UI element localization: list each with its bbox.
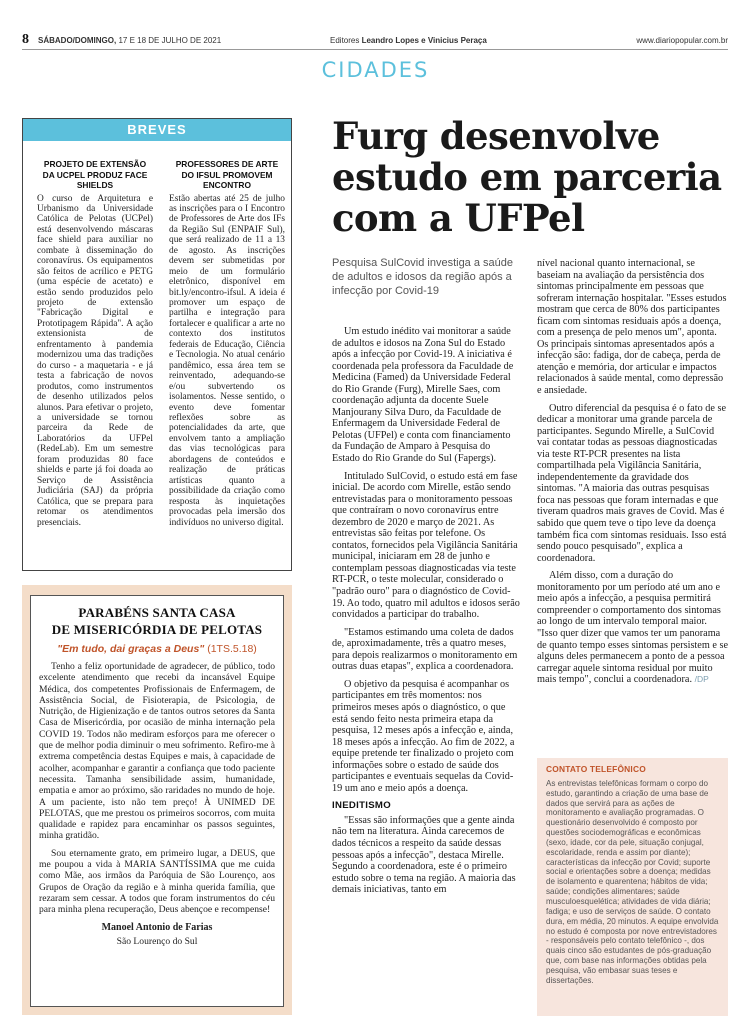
article-headline: Furg desenvolve estudo em parceria com a UFPel — [332, 114, 722, 240]
thanks-ad-frame — [30, 595, 284, 1007]
breves-label: BREVES — [23, 119, 291, 141]
thanks-ad — [22, 585, 292, 1015]
article-paragraph: Um estudo inédito vai monitorar a saúde de adultos e idosos na Zona Sul do Estado após a infecção por Covid-19. A iniciativa é coordenada pela professora da Faculdade de Medicina (Famed) da Universidade Federal do Rio Grande (Furg), Mirelle Saes, com coordenação adjunta da docente Suele Manjourany Silva Duro, da Faculdade de Enfermagem da Universidade Federal de Pelotas (UFPel) e conta com financiamento da Fundação de Amparo à Pesquisa do Estado do Rio Grande do Sul (Fapergs). — [332, 326, 514, 465]
editors-line — [330, 36, 487, 45]
article-paragraph: Intitulado SulCovid, o estudo está em fase inicial. De acordo com Mirelle, estão sendo entrevistadas para o monitoramento pessoas que contraíram o novo coronavírus entre dezembro de 2020 e março de 2021. As entrevistas são feitas por telefone. Os contatos, fornecidos pela Vigilância Sanitária municipal, iniciaram em 28 de junho e contemplam pessoas diagnosticadas via teste RT-PCR, o teste molecular, considerado o "padrão ouro" para o diagnóstico de Covid-19. Ao todo, quatro mil adultos e idosos serão convidados a participar do trabalho. — [332, 470, 520, 621]
article-deck: Pesquisa SulCovid investiga a saúde de adultos e idosos da região após a infecção por Covid-19 — [332, 257, 514, 297]
ad-quote-ref: (1TS.5.18) — [207, 643, 257, 655]
ad-title-line2: DE MISERICÓRDIA DE PELOTAS — [51, 622, 263, 637]
ad-title-line1: PARABÉNS SANTA CASA — [78, 605, 236, 620]
page-header — [22, 34, 728, 50]
article-subhead: INEDITISMO — [332, 800, 391, 812]
ad-paragraph: Tenho a feliz oportunidade de agradecer, de público, todo excelente atendimento que recebi da incansável Equipe Médica, dos competentes Profissionais de Enfermagem, de Assistência Social, de Fisioterapia, de Psicologia, de Nutrição, de Higienização e de tantos outros setores da Santa Casa de Misericórdia, por ocasião de minha internação pela COVID 19. Todos não mediram esforços para me oferecer o que de melhor podia diminuir o meu sofrimento. Refiro-me à extrema competência destas Equipes e mais, à capacidade de acolher, acompanhar e garantir a confiança que todo paciente necessita. Tamanha sensibilidade assim, humanidade, empatia e amor ao próximo, são raridades no mundo de hoje. A um paciente, isto não tem preço! À UNIMED DE PELOTAS, que me prestou os primeiros socorros, com muita qualidade e rapidez para encaminhar os passos seguintes, minha gratidão. — [39, 661, 275, 842]
editors-prefix: Editores — [330, 36, 360, 45]
ad-place: São Lourenço do Sul — [116, 935, 198, 947]
site-url: www.diariopopular.com.br — [636, 36, 728, 45]
breves-item-title: PROJETO DE EXTENSÃO DA UCPEL PRODUZ FACE SHIELDS — [42, 159, 148, 190]
ad-signature: Manoel Antonio de Farias — [101, 921, 213, 933]
ad-body — [39, 661, 275, 916]
edition-weekday: SÁBADO/DOMINGO, — [38, 36, 117, 45]
article-paragraph: O objetivo da pesquisa é acompanhar os participantes em três momentos: nos primeiros meses após o diagnóstico, o que está sendo feito nesta primeira etapa da pesquisa, 12 meses após a infecção e, ainda, 18 meses após a infecção. Ao fim de 2022, a equipe pretende ter finalizado o projeto com informações sobre o estado de saúde dos participantes e eventuais sequelas da Covid-19 um ano e meio após a doença. — [332, 678, 515, 794]
article-signature: /DP — [694, 674, 709, 685]
article-paragraph: nível nacional quanto internacional, se baseiam na avaliação da persistência dos sintomas principalmente em pessoas que sofreram internação hospitalar. "Esses estudos mostram que cerca de 80% dos participantes ficam com sintomas residuais após a doença, com a presença de pelo menos um", aponta. Os principais sintomas apresentados após a infecção são: fadiga, dor de cabeça, perda de atenção e memória, dor articular e impactos relacionados à saúde mental, como depressão e ansiedade. — [537, 258, 727, 397]
info-sidebar — [537, 758, 728, 1016]
ad-quote-text: "Em tudo, dai graças a Deus" — [57, 643, 205, 655]
sidebar-title: CONTATO TELEFÔNICO — [546, 764, 646, 774]
page-number: 8 — [22, 32, 29, 47]
article-column-1 — [332, 326, 520, 902]
breves-item-text: O curso de Arquitetura e Urbanismo da Universidade Católica de Pelotas (UCPel) está desenvolvendo máscaras face shield para auxiliar no combate à disseminação do coronavírus. Os equipamentos são feitos de acrílico e PETG (uma espécie de acetato) e estão sendo produzidos pelo projeto de extensão "Fabricação Digital e Prototipagem Rápida". A ação extensionista de enfrentamento à pandemia modernizou uma das tradições do curso - a maquetaria - e já testa a fabricação de novos produtos, como instrumentos de desenho utilizados pelos alunos. Para efetivar o projeto, a universidade se tornou parceira da Rede de Laboratórios da UFPel (RedeLab). Em um semestre foram produzidas 80 face shields e parte já foi doada ao Serviço de Assistência Judiciária (SAJ) da própria Católica, que se prepara para retomar os atendimentos presenciais. — [37, 193, 153, 528]
article-paragraph: "Essas são informações que a gente ainda não tem na literatura. Ainda carecemos de dados técnicos a respeito da saúde dessas pessoas após a infecção", destaca Mirelle. Segundo a coordenadora, este é o primeiro estudo sobre o tema na região. A maioria das demais iniciativas, tanto em — [332, 814, 516, 896]
breves-item-ucpel — [37, 159, 153, 528]
breves-box — [22, 118, 292, 571]
breves-item-ifsul — [169, 159, 285, 528]
ad-paragraph: Sou eternamente grato, em primeiro lugar, a DEUS, que me poupou a vida à MARIA SANTÍSSIMA que me cuida como Mãe, aos irmãos da Paróquia de São Lourenço, aos Grupos de Oração da região e à minha querida família, que rezaram sem cessar. A todos que foram instrumentos do céu para minha plena recuperação, Deus abençoe e recompense! — [39, 847, 275, 916]
breves-item-text: Estão abertas até 25 de julho as inscrições para o I Encontro de Professores de Arte dos IFs da Região Sul (ENPAIF Sul), que será realizado de 11 a 13 de agosto. As inscrições devem ser submetidas por meio de um formulário eletrônico, disponível em bit.ly/encontro-ifsul. A ideia é promover um espaço de partilha e integração para fortalecer e qualificar a arte no contexto dos institutos federais de Educação, Ciência e Tecnologia. No atual cenário pandêmico, essa área tem se reinventado, adequando-se e/ou subvertendo os isolamentos. Nesse sentido, o evento deve fomentar reflexões sobre as potencialidades da arte, que envolvem tanto a ampliação das vias tecnológicas para abordagens de conteúdos e realização de práticas artísticas quanto a possibilidade da criação como resposta às inquietações provocadas pela imersão dos indivíduos no universo digital. — [169, 193, 285, 528]
article-paragraph: "Estamos estimando uma coleta de dados de, aproximadamente, três a quatro meses, para depois realizarmos o monitoramento em outras duas etapas", explica a coordenadora. — [332, 626, 518, 673]
edition-date-text: 17 E 18 DE JULHO DE 2021 — [118, 36, 222, 45]
article-column-2 — [537, 258, 728, 692]
sidebar-text: As entrevistas telefônicas formam o corpo do estudo, garantindo a criação de uma base de dados que servirá para as ações de monitoramento e avaliação programadas. O questionário desenvolvido é composto por questões sociodemográficas e econômicas (sexo, idade, cor da pele, situação conjugal, escolaridade, renda e assim por diante); características da infecção por Covid; suporte social e orientações sobre a doença; medidas de isolamento e quarentena; hábitos de vida; saúde; condições alimentares; saúde musculoesquelética; atividades de vida diária; fadiga; e uso de serviços de saúde. O contato dura, em média, 20 minutos. A equipe envolvida no estudo é composta por nove entrevistadores - responsáveis pelo contato telefônico -, dos quais cinco são estudantes de pós-graduação que, com base nas informações obtidas pela pesquisa, vão embasar suas teses e dissertações. — [546, 778, 719, 985]
article-paragraph: Outro diferencial da pesquisa é o fato de se dedicar a monitorar uma grande parcela de participantes. Segundo Mirelle, a SulCovid vai contatar todas as pessoas diagnosticadas via teste RT-PCR presentes na lista compartilhada pela Vigilância Sanitária, independentemente da gravidade dos sintomas. "A maioria das outras pesquisas foca nas pessoas que foram internadas e que tiveram quadros mais graves de Covid. Mas é sabido que quem teve o tipo leve da doença também fica com sintomas residuais. Isso está sendo pouco pesquisado", explica a coordenadora. — [537, 402, 727, 564]
breves-item-title: PROFESSORES DE ARTE DO IFSUL PROMOVEM ENCONTRO — [175, 159, 279, 190]
editors-names: Leandro Lopes e Vinicius Peraça — [361, 36, 487, 45]
article-paragraph-text: Além disso, com a duração do monitoramento por um período até um ano e meio após a infecção, a pesquisa permitirá compreender o comportamento dos sintomas ao longo de um intervalo temporal maior. "Isso quer dizer que vamos ter um panorama de quanto tempo esses sintomas persistem e se alguns deles permanecem a ponto de a pessoa carregar aquele sintoma residual por muito mais tempo", conclui a coordenadora. — [537, 570, 729, 686]
section-title: CIDADES — [321, 58, 430, 82]
edition-date — [38, 36, 221, 45]
ad-quote — [39, 643, 275, 655]
article-paragraph — [537, 570, 728, 685]
